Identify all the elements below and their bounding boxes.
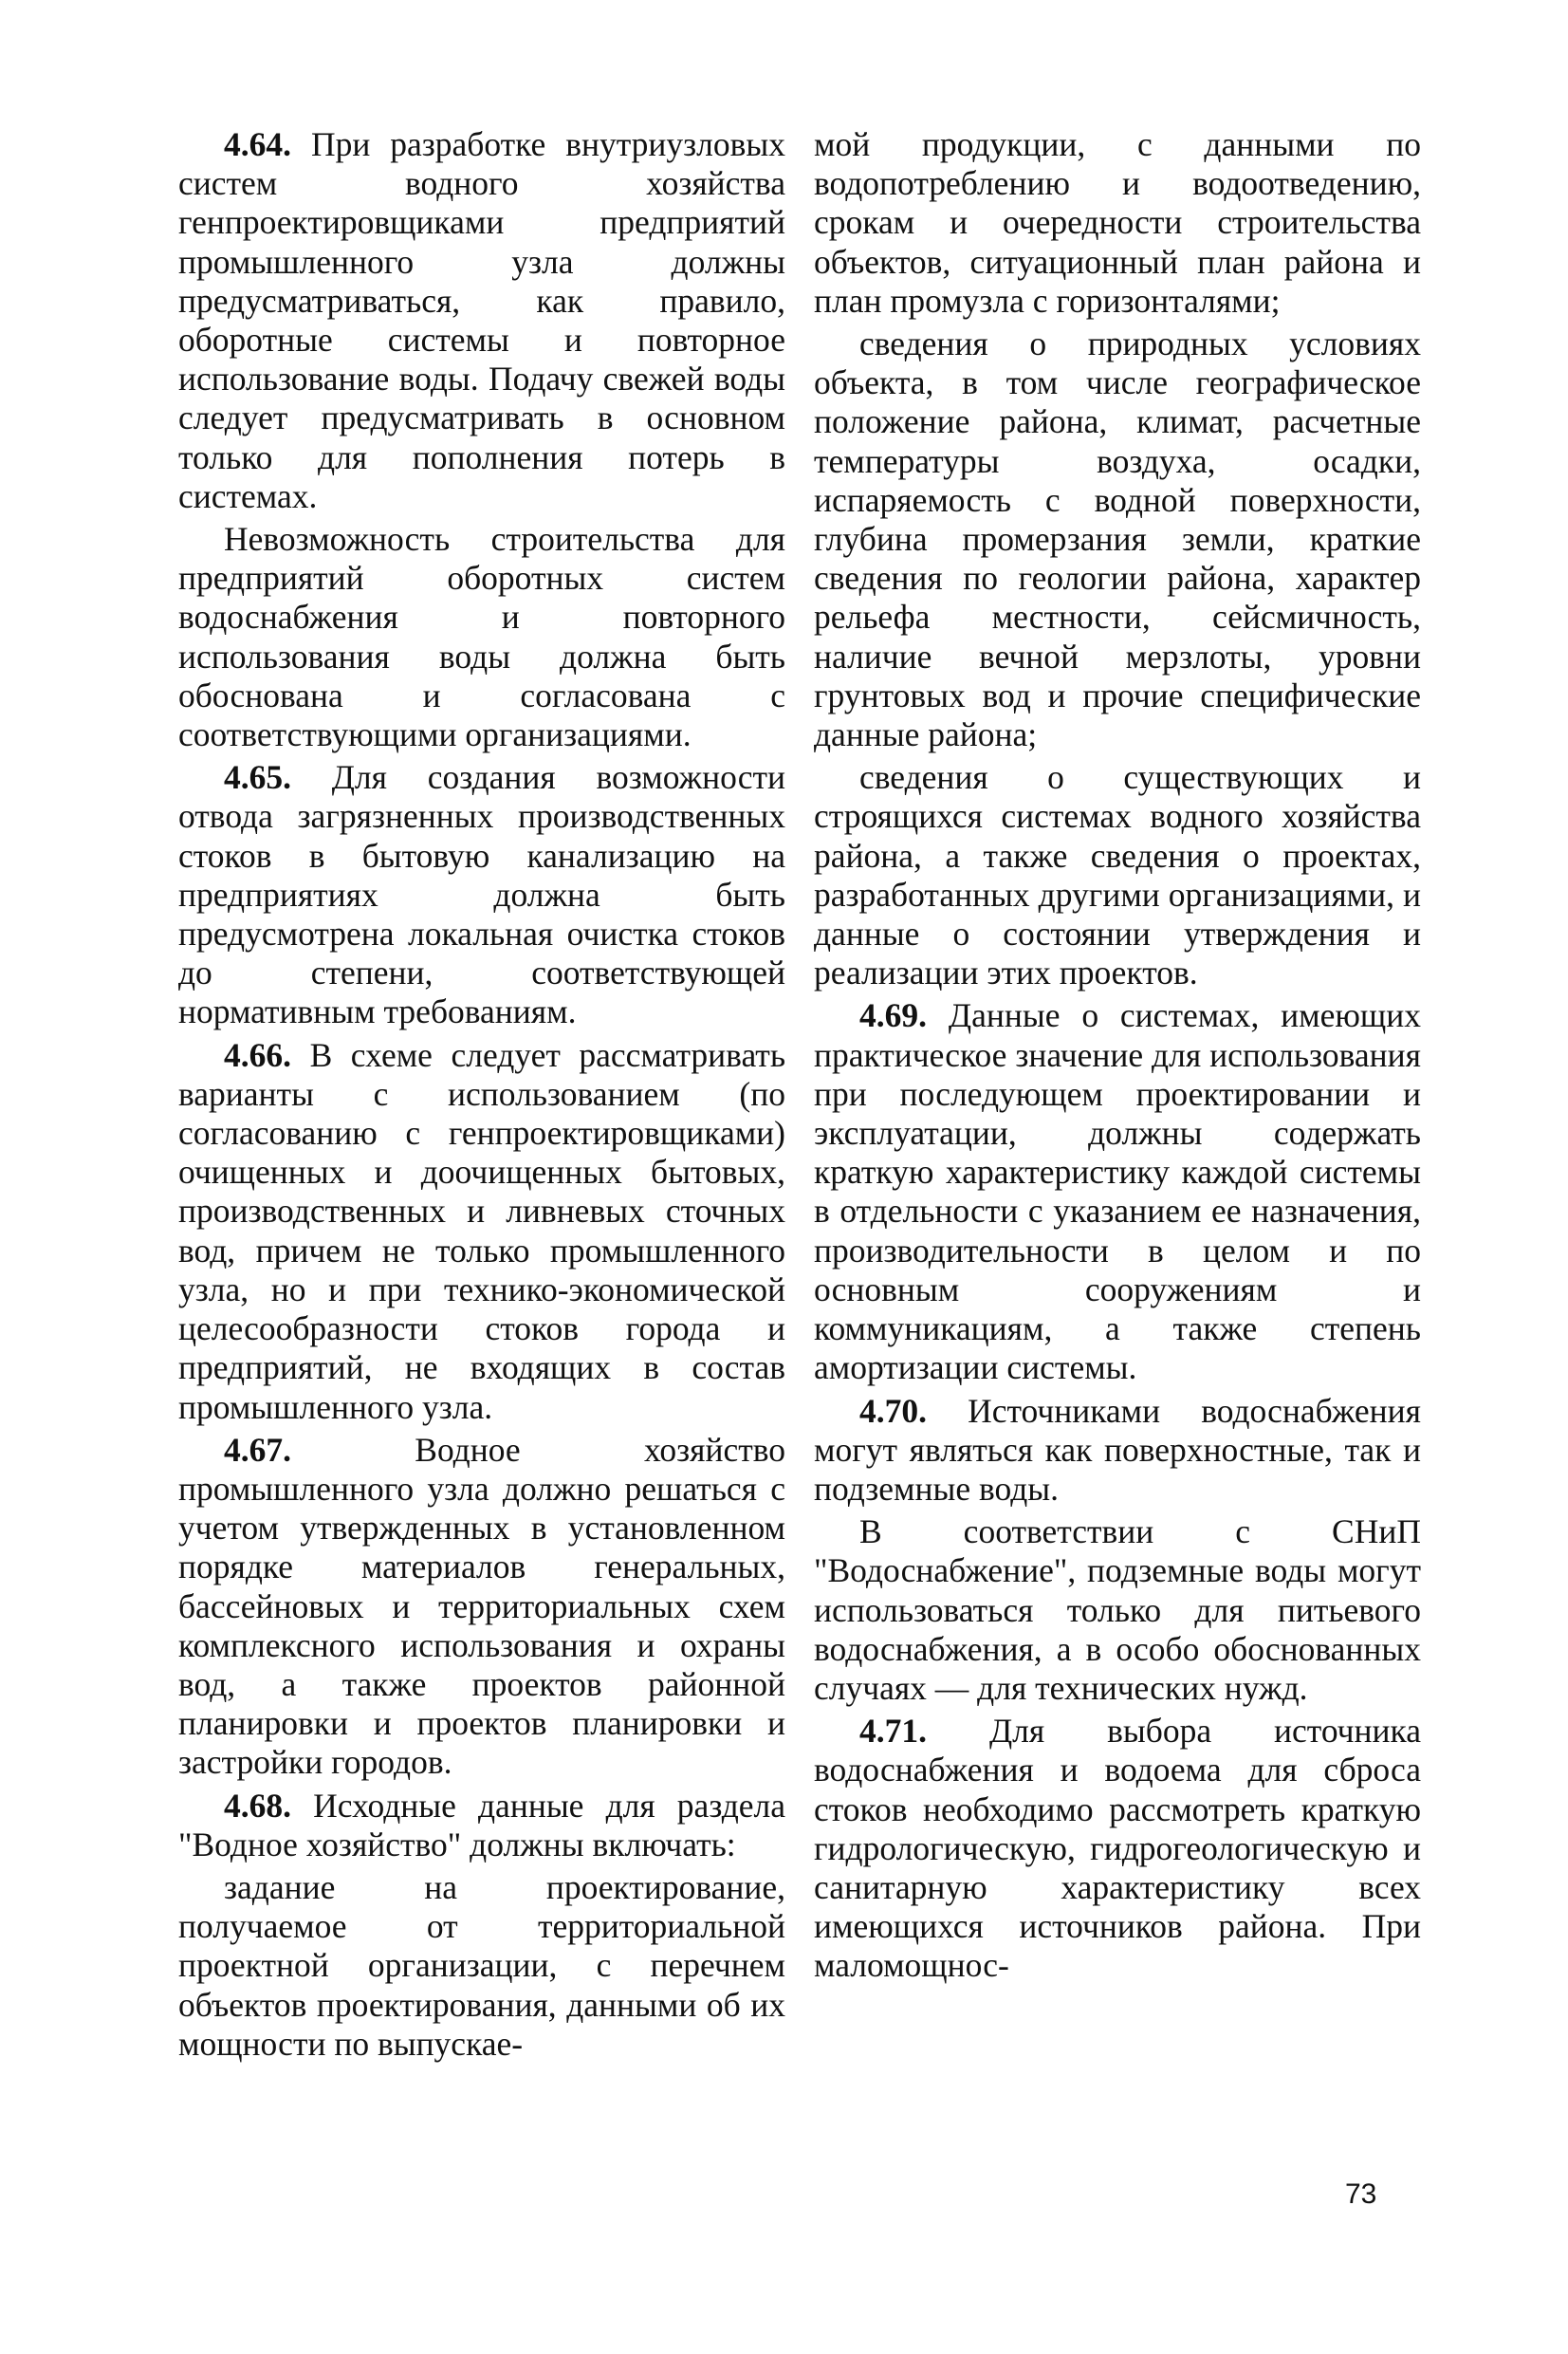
page-number: 73 [1345,2178,1377,2210]
paragraph-text: задание на проектирование, получаемое от территориальной проектной организации, с перечнем объектов проектирования, данными об их мощности по выпускае- [178,1867,785,2063]
paragraph-text: сведения о существующих и строящихся системах водного хозяйства района, а также сведения о проектах, разработанных другими организациями, и данные о состоянии утверждения и реализации этих проектов. [814,758,1421,992]
paragraph-number: 4.68. [224,1786,291,1825]
paragraph-4-66 [178,1036,785,1427]
paragraph-text: сведения о природных условиях объекта, в том числе географическое положение района, климат, расчетные температуры воздуха, осадки, испаряемость с водной поверхности, глубина промерзания земли, краткие сведения по геологии района, характер рельефа местности, сейсмичность, наличие вечной мерзлоты, уровни грунтовых вод и прочие специфические данные района; [814,324,1421,754]
paragraph-4-65 [178,758,785,1031]
paragraph-text: В соответствии с СНиП "Водоснабжение", подземные воды могут использоваться только для питьевого водоснабжения, а в особо обоснованных случаях — для технических нужд. [814,1512,1421,1707]
paragraph-text: Источниками водоснабжения могут являться как поверхностные, так и подземные воды. [814,1391,1422,1508]
paragraph-text: Водное хозяйство промышленного узла должно решаться с учетом утвержденных в установленном порядке материалов генеральных, бассейновых и территориальных схем комплексного использования и охраны вод, а также проектов районной планировки и проектов планировки и застройки городов. [178,1430,785,1782]
paragraph-text: При разработке внутриузловых систем водного хозяйства генпроектировщиками предприятий промышленного узла должны предусматриваться, как правило, оборотные системы и повторное использование воды. Подачу свежей воды следует предусматривать в основном только для пополнения потерь в системах. [178,125,785,515]
list-item-natural-conditions [814,324,1421,754]
paragraph-number: 4.65. [224,758,291,797]
paragraph-number: 4.66. [224,1035,291,1074]
paragraph-4-70 [814,1392,1421,1510]
paragraph-4-68 [178,1787,785,1864]
paragraph-4-71 [814,1712,1421,1985]
paragraph-text: В схеме следует рассматривать варианты с использованием (по согласованию с генпроектировщиками) очищенных и доочищенных бытовых, производственных и ливневых сточных вод, причем не только промышленного узла, но и при технико-экономической целесообразности стоков города и предприятий, не входящих в состав промышленного узла. [178,1035,786,1426]
paragraph-4-67 [178,1431,785,1783]
paragraph-number: 4.69. [859,996,927,1035]
paragraph-4-64-continued [178,520,785,754]
paragraph-number: 4.67. [224,1430,291,1469]
paragraph-number: 4.70. [859,1391,927,1430]
paragraph-text: Невозможность строительства для предприятий оборотных систем водоснабжения и повторного использования воды должна быть обоснована и согласована с соответствующими организациями. [178,520,785,754]
paragraph-text: Для создания возможности отвода загрязненных производственных стоков в бытовую канализацию на предприятиях должна быть предусмотрена локальная очистка стоков до степени, соответствующей нормативным требованиям. [178,758,785,1031]
paragraph-text: Данные о системах, имеющих практическое значение для использования при последующем проектировании и эксплуатации, должны содержать краткую характеристику каждой системы в отдельности с указанием ее назначения, производительности в целом и по основным сооружениям и коммуникациям, а также степень амортизации системы. [814,996,1422,1387]
paragraph-text: Для выбора источника водоснабжения и водоема для сброса стоков необходимо рассмотреть краткую гидрологическую, гидрогеологическую и санитарную характеристику всех имеющихся источников района. При маломощнос- [814,1712,1421,1985]
paragraph-number: 4.71. [859,1712,927,1751]
right-text-column [814,125,1421,1990]
paragraph-text: мой продукции, с данными по водопотреблению и водоотведению, срокам и очередности строительства объектов, ситуационный план района и план промузла с горизонталями; [814,125,1421,320]
list-item-existing-systems [814,758,1421,992]
paragraph-number: 4.64. [224,125,291,163]
paragraph-4-70-continued [814,1512,1421,1708]
left-text-column [178,125,785,2067]
list-item-design-assignment-continued [814,125,1421,321]
paragraph-4-69 [814,996,1421,1387]
paragraph-4-64 [178,125,785,516]
paragraph-text: Исходные данные для раздела "Водное хозяйство" должны включать: [178,1786,785,1863]
list-item-design-assignment [178,1868,785,2064]
